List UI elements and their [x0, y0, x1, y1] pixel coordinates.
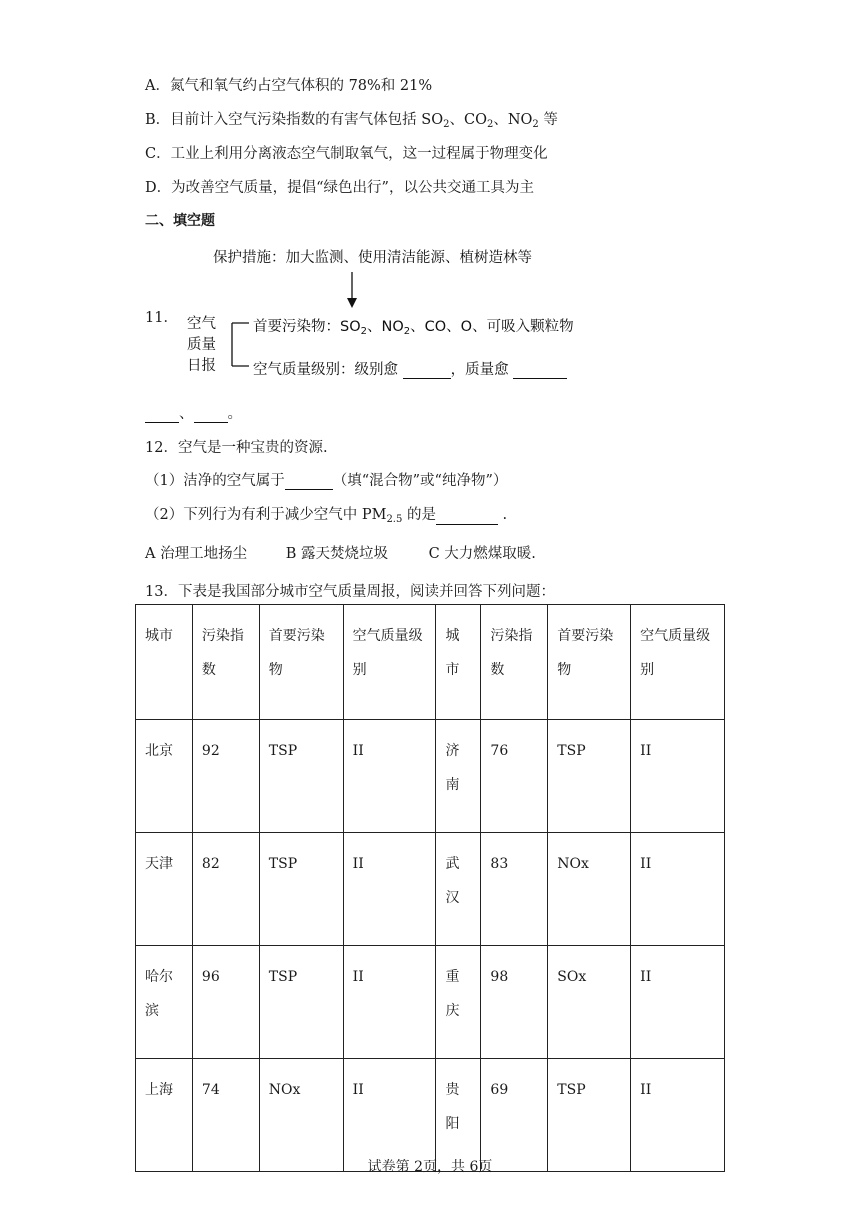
subscript: 2 — [486, 119, 494, 130]
table-cell: 92 — [192, 720, 259, 833]
table-header-row — [136, 605, 725, 720]
table-cell: II — [343, 720, 436, 833]
header-cell: 空气质量级别 — [631, 605, 725, 720]
table-cell: TSP — [259, 946, 343, 1059]
answer-blank[interactable] — [194, 406, 228, 423]
table-cell: 98 — [481, 946, 548, 1059]
subscript: 2 — [532, 119, 539, 130]
table-cell: NOx — [259, 1059, 343, 1172]
table-cell: II — [631, 946, 725, 1059]
down-arrow-icon — [347, 272, 357, 308]
header-cell: 污染指数 — [481, 605, 548, 720]
table-cell: 济南 — [436, 720, 481, 833]
header-cell: 城市 — [436, 605, 481, 720]
part1-text-1: （1）洁净的空气属于 — [145, 473, 285, 489]
primary-pollutants — [253, 315, 574, 337]
table-cell: II — [631, 833, 725, 946]
table-cell: NOx — [548, 833, 631, 946]
q12-choices — [145, 542, 536, 563]
pollutants-text-1: 首要污染物：SO — [253, 319, 361, 335]
choice-a: A 治理工地扬尘 — [145, 546, 248, 562]
table-cell: II — [343, 1059, 436, 1172]
option-d: D．为改善空气质量，提倡“绿色出行”，以公共交通工具为主 — [145, 180, 534, 196]
part2-text-1: （2）下列行为有利于减少空气中 PM — [145, 507, 387, 523]
table-cell: 北京 — [136, 720, 193, 833]
section-title: 二、填空题 — [145, 213, 215, 229]
table-cell: 83 — [481, 833, 548, 946]
header-cell: 空气质量级别 — [343, 605, 436, 720]
header-cell: 首要污染物 — [259, 605, 343, 720]
table-cell: TSP — [548, 1059, 631, 1172]
answer-blank[interactable] — [145, 406, 179, 423]
level-text-2: ，质量愈 — [450, 362, 509, 378]
pollutants-text-2: 、NO — [367, 319, 404, 335]
protection-measures: 保护措施：加大监测、使用清洁能源、植树造林等 — [213, 250, 532, 266]
label-air: 空气 — [187, 316, 216, 332]
part2-text-3: . — [497, 507, 508, 523]
table-cell: 哈尔滨 — [136, 946, 193, 1059]
table-cell: II — [631, 720, 725, 833]
choice-c: C 大力燃煤取暖. — [428, 546, 536, 562]
option-b-text-1: B．目前计入空气污染指数的有害气体包括 SO — [145, 112, 444, 128]
option-b-text-3: 、NO — [493, 112, 533, 128]
table-cell: TSP — [259, 720, 343, 833]
header-cell: 城市 — [136, 605, 193, 720]
answer-blank[interactable] — [513, 362, 567, 379]
quality-level — [253, 358, 567, 379]
table-cell: 69 — [481, 1059, 548, 1172]
q11-diagram — [145, 240, 625, 390]
table-cell: II — [343, 833, 436, 946]
table-cell: 74 — [192, 1059, 259, 1172]
answer-blank[interactable] — [403, 362, 451, 379]
q11-number: 11． — [145, 310, 178, 326]
table-row — [136, 946, 725, 1059]
q12-stem: 12．空气是一种宝贵的资源. — [145, 440, 328, 456]
header-cell: 污染指数 — [192, 605, 259, 720]
table-cell: 天津 — [136, 833, 193, 946]
table-cell: TSP — [548, 720, 631, 833]
table-cell: SOx — [548, 946, 631, 1059]
subscript: 2 — [360, 326, 367, 337]
table-cell: 82 — [192, 833, 259, 946]
table-cell: 贵阳 — [436, 1059, 481, 1172]
q12-part2 — [145, 503, 507, 525]
table-row — [136, 720, 725, 833]
page-footer: 试卷第 2页，共 6页 — [367, 1159, 493, 1175]
subscript: 2.5 — [386, 514, 403, 525]
part2-text-2: 的是 — [402, 507, 436, 523]
table-cell: 上海 — [136, 1059, 193, 1172]
option-b-text-4: 等 — [538, 112, 558, 128]
table-cell: 武汉 — [436, 833, 481, 946]
option-c: C．工业上利用分离液态空气制取氧气，这一过程属于物理变化 — [145, 146, 548, 162]
q11-continuation — [145, 402, 242, 423]
q12-part1 — [145, 469, 507, 490]
table-cell: II — [343, 946, 436, 1059]
level-text-1: 空气质量级别：级别愈 — [253, 362, 398, 378]
table-cell: 76 — [481, 720, 548, 833]
separator: 、 — [179, 406, 194, 422]
period: 。 — [227, 406, 242, 422]
answer-blank[interactable] — [436, 508, 498, 525]
table-cell: II — [631, 1059, 725, 1172]
label-daily-report: 日报 — [187, 358, 216, 374]
answer-blank[interactable] — [285, 473, 333, 490]
bracket — [232, 323, 249, 366]
table-row — [136, 1059, 725, 1172]
option-b-text-2: 、CO — [449, 112, 487, 128]
choice-b: B 露天焚烧垃圾 — [285, 546, 388, 562]
label-quality: 质量 — [187, 337, 216, 353]
option-a: A．氮气和氧气约占空气体积的 78%和 21% — [145, 78, 433, 94]
subscript: 2 — [403, 326, 411, 337]
table-row — [136, 833, 725, 946]
air-quality-table — [135, 604, 725, 1172]
table-cell: 重庆 — [436, 946, 481, 1059]
option-b — [145, 108, 558, 130]
q13-stem: 13．下表是我国部分城市空气质量周报，阅读并回答下列问题： — [145, 584, 555, 600]
part1-text-2: （填“混合物”或“纯净物”） — [332, 473, 508, 489]
pollutants-text-3: 、CO、O、可吸入颗粒物 — [410, 319, 574, 335]
subscript: 2 — [443, 119, 450, 130]
table-cell: TSP — [259, 833, 343, 946]
header-cell: 首要污染物 — [548, 605, 631, 720]
table-cell: 96 — [192, 946, 259, 1059]
